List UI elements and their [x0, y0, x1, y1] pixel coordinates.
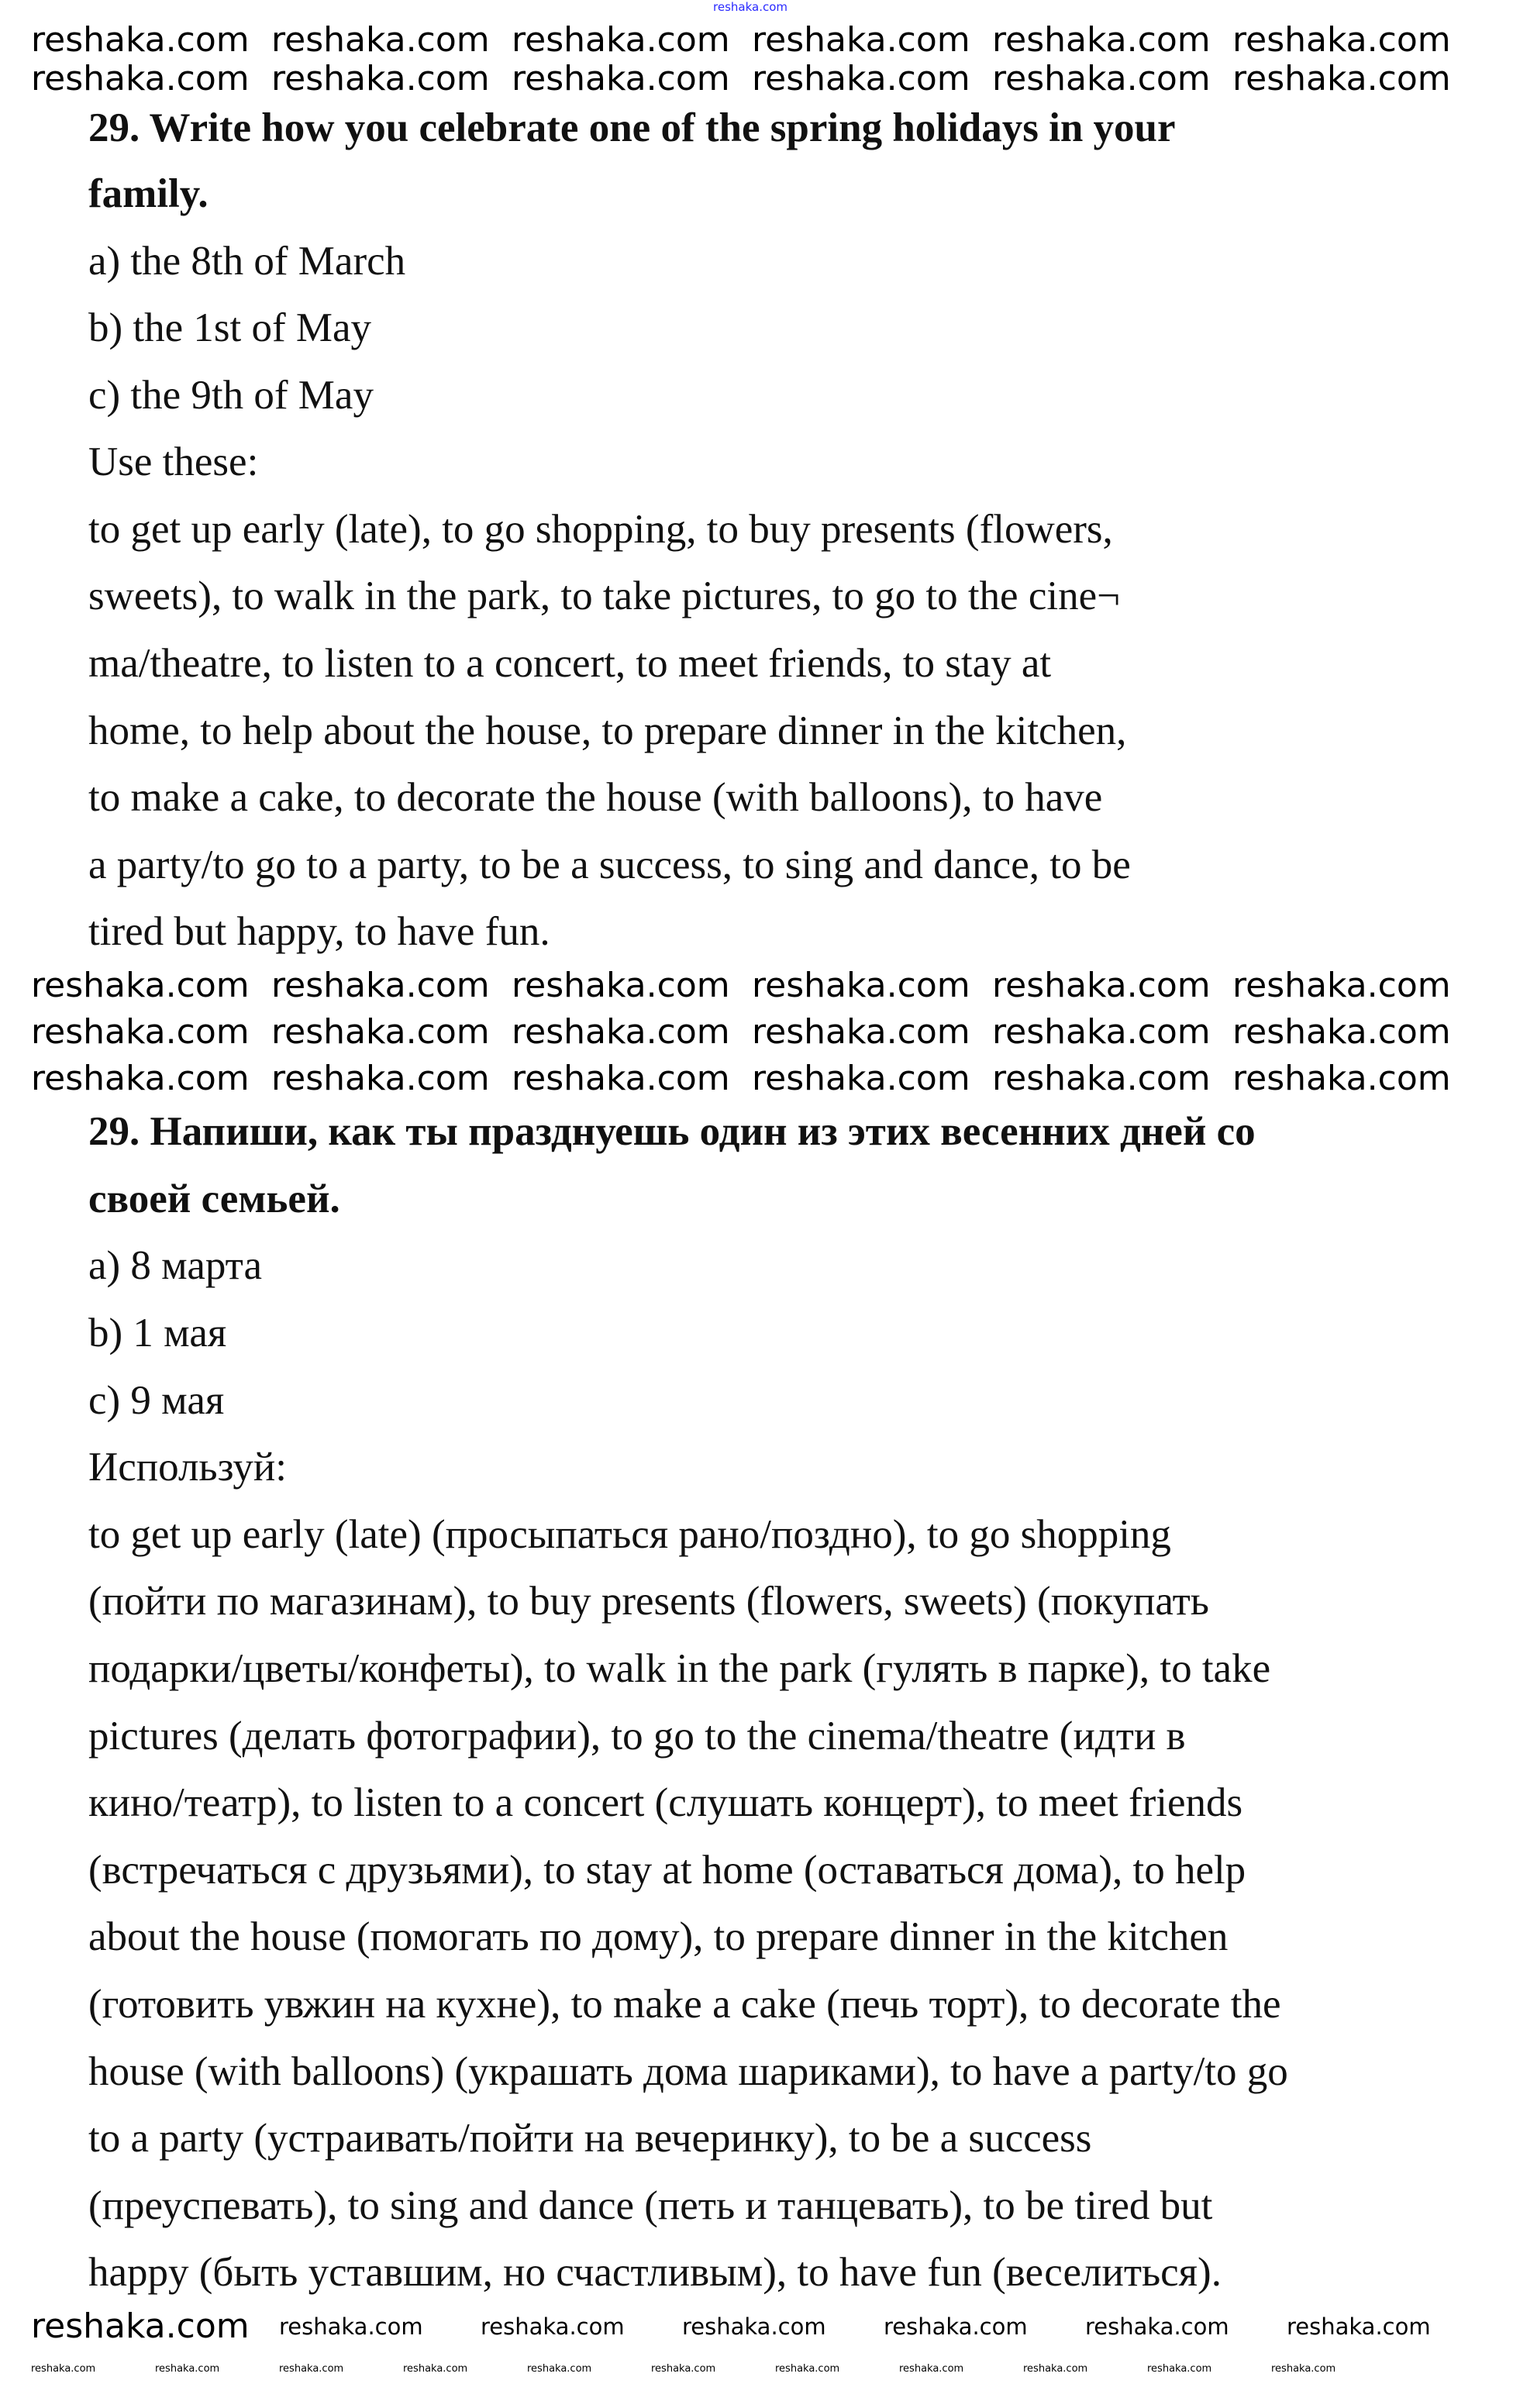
russian-text-line: happy (быть уставшим, но счастливым), to have fun (веселиться).: [88, 2250, 1222, 2295]
watermark: reshaka.com: [1232, 1012, 1451, 1052]
watermark: reshaka.com: [31, 20, 250, 60]
russian-text-line: (готовить увжин на кухне), to make a cake (печь торт), to decorate the: [88, 1982, 1281, 2027]
russian-text-line: to a party (устраивать/пойти на вечеринку), to be a success: [88, 2116, 1092, 2161]
english-text-line: to get up early (late), to go shopping, to buy presents (flowers,: [88, 507, 1113, 552]
watermark: reshaka.com: [512, 1012, 730, 1052]
watermark: reshaka.com: [31, 2363, 96, 2375]
watermark: reshaka.com: [1232, 20, 1451, 60]
russian-task-heading: 29. Напиши, как ты празднуешь один из этих весенних дней со: [88, 1109, 1256, 1154]
watermark: reshaka.com: [1023, 2363, 1088, 2375]
english-task-heading: family.: [88, 171, 209, 216]
english-task-heading: 29. Write how you celebrate one of the spring holidays in your: [88, 105, 1176, 150]
watermark: reshaka.com: [279, 2313, 423, 2340]
english-text-line: to make a cake, to decorate the house (with balloons), to have: [88, 775, 1103, 820]
watermark: reshaka.com: [527, 2363, 592, 2375]
english-text-line: c) the 9th of May: [88, 373, 374, 418]
russian-text-line: кино/театр), to listen to a concert (слушать концерт), to meet friends: [88, 1780, 1243, 1825]
watermark: reshaka.com: [752, 59, 970, 98]
russian-task-heading: своей семьей.: [88, 1176, 340, 1221]
watermark: reshaka.com: [403, 2363, 468, 2375]
english-text-line: sweets), to walk in the park, to take pictures, to go to the cine¬: [88, 574, 1120, 618]
english-text-line: ma/theatre, to listen to a concert, to meet friends, to stay at: [88, 641, 1052, 686]
watermark: reshaka.com: [512, 1059, 730, 1098]
watermark: reshaka.com: [31, 59, 250, 98]
watermark: reshaka.com: [651, 2363, 716, 2375]
watermark: reshaka.com: [752, 966, 970, 1005]
watermark: reshaka.com: [512, 20, 730, 60]
russian-text-line: (пойти по магазинам), to buy presents (flowers, sweets) (покупать: [88, 1579, 1209, 1624]
watermark: reshaka.com: [1287, 2313, 1431, 2340]
watermark: reshaka.com: [31, 2306, 250, 2346]
watermark: reshaka.com: [1232, 59, 1451, 98]
watermark: reshaka.com: [1271, 2363, 1336, 2375]
russian-text-line: c) 9 мая: [88, 1378, 225, 1423]
english-text-line: home, to help about the house, to prepare dinner in the kitchen,: [88, 708, 1127, 753]
russian-text-line: about the house (помогать по дому), to prepare dinner in the kitchen: [88, 1914, 1229, 1959]
watermark: reshaka.com: [752, 1012, 970, 1052]
watermark: reshaka.com: [271, 59, 490, 98]
watermark: reshaka.com: [992, 1012, 1211, 1052]
russian-text-line: подарки/цветы/конфеты), to walk in the park (гулять в парке), to take: [88, 1646, 1271, 1691]
english-text-line: Use these:: [88, 439, 259, 484]
watermark: reshaka.com: [155, 2363, 220, 2375]
english-text-line: b) the 1st of May: [88, 305, 372, 350]
watermark: reshaka.com: [1147, 2363, 1212, 2375]
russian-text-line: to get up early (late) (просыпаться рано/поздно), to go shopping: [88, 1512, 1171, 1557]
russian-text-line: house (with balloons) (украшать дома шариками), to have a party/to go: [88, 2049, 1288, 2094]
russian-text-line: b) 1 мая: [88, 1311, 227, 1356]
watermark: reshaka.com: [271, 966, 490, 1005]
watermark: reshaka.com: [271, 20, 490, 60]
watermark: reshaka.com: [682, 2313, 826, 2340]
watermark: reshaka.com: [992, 1059, 1211, 1098]
watermark: reshaka.com: [271, 1012, 490, 1052]
watermark: reshaka.com: [481, 2313, 625, 2340]
russian-text-line: (преуспевать), to sing and dance (петь и танцевать), to be tired but: [88, 2183, 1213, 2228]
watermark: reshaka.com: [279, 2363, 344, 2375]
watermark: reshaka.com: [752, 1059, 970, 1098]
watermark: reshaka.com: [992, 20, 1211, 60]
watermark: reshaka.com: [899, 2363, 964, 2375]
watermark: reshaka.com: [992, 966, 1211, 1005]
watermark: reshaka.com: [1085, 2313, 1229, 2340]
russian-text-line: a) 8 марта: [88, 1243, 263, 1288]
watermark: reshaka.com: [884, 2313, 1028, 2340]
english-text-line: a) the 8th of March: [88, 239, 406, 284]
russian-text-line: (встречаться с друзьями), to stay at home (оставаться дома), to help: [88, 1848, 1246, 1893]
watermark: reshaka.com: [31, 1059, 250, 1098]
watermark: reshaka.com: [752, 20, 970, 60]
english-text-line: tired but happy, to have fun.: [88, 909, 550, 954]
watermark: reshaka.com: [1232, 966, 1451, 1005]
watermark: reshaka.com: [271, 1059, 490, 1098]
watermark: reshaka.com: [512, 59, 730, 98]
watermark: reshaka.com: [31, 966, 250, 1005]
header-watermark: reshaka.com: [713, 0, 788, 14]
watermark: reshaka.com: [1232, 1059, 1451, 1098]
watermark: reshaka.com: [31, 1012, 250, 1052]
russian-text-line: Используй:: [88, 1445, 287, 1490]
watermark: reshaka.com: [775, 2363, 840, 2375]
watermark: reshaka.com: [992, 59, 1211, 98]
english-text-line: a party/to go to a party, to be a success, to sing and dance, to be: [88, 842, 1131, 887]
watermark: reshaka.com: [512, 966, 730, 1005]
russian-text-line: pictures (делать фотографии), to go to the cinema/theatre (идти в: [88, 1714, 1186, 1759]
